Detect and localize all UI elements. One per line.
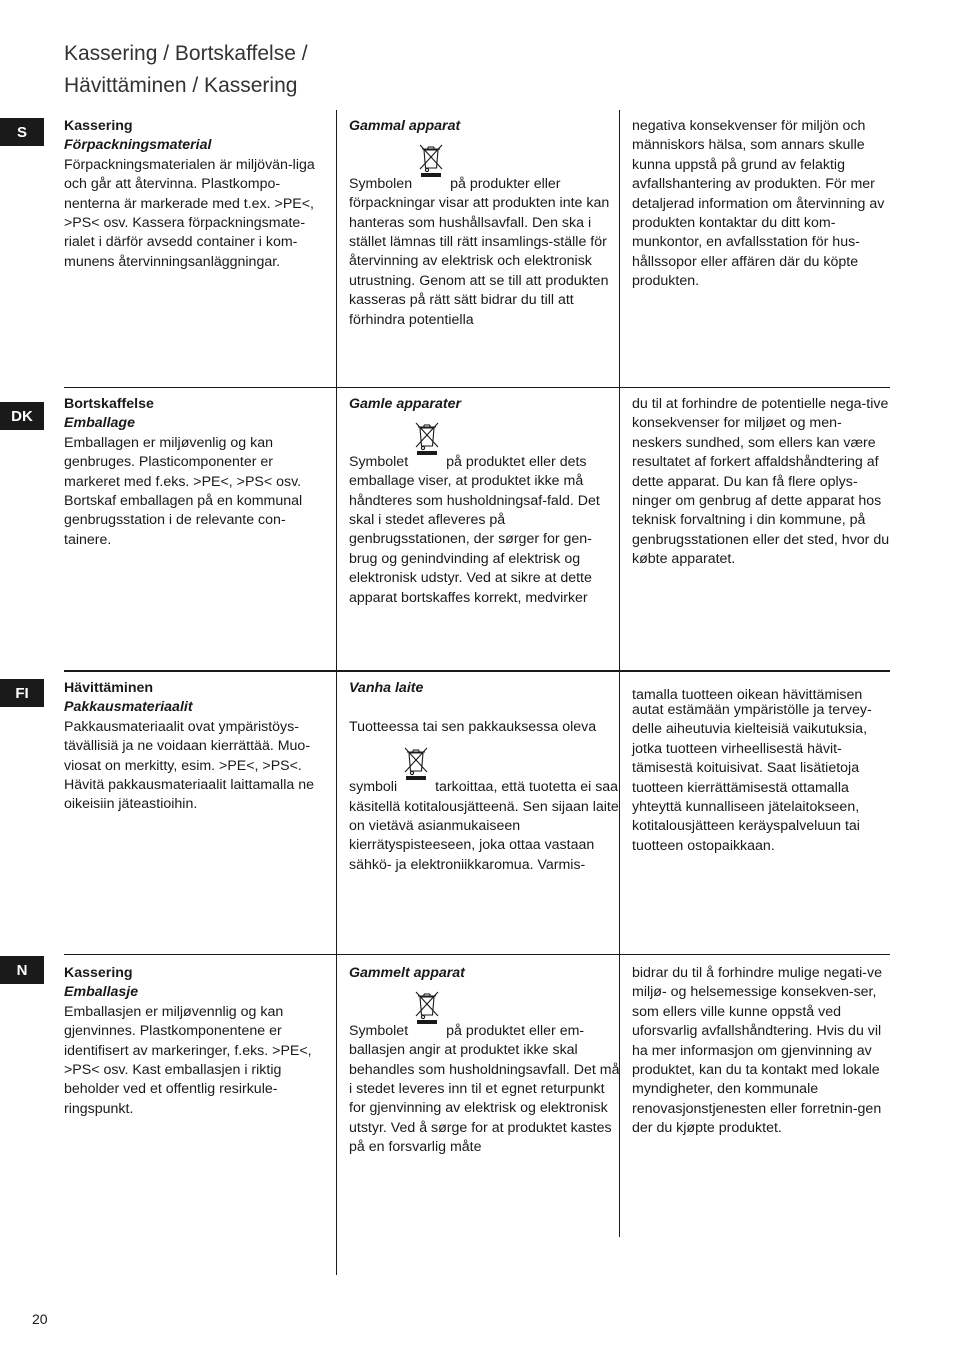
section-subheading: Emballasje <box>64 984 139 1001</box>
crossed-out-wheelie-bin-icon <box>401 759 431 795</box>
old-appliance-heading: Gammelt apparat <box>349 965 465 981</box>
page-title-line-1: Kassering / Bortskaffelse / <box>64 42 308 65</box>
continuation-text: negativa konsekvenser för miljön och människors hälsa, som annars skulle kunna uppstå på grund av felaktig avfallshantering av produkten. För mer detaljerad information om återvinning av produkten kontaktar du ditt kom-munkontor, en avfallsstation för hus-hållssopor eller affären där du köpte produkten. <box>632 118 885 290</box>
old-appliance-heading: Vanha laite <box>349 680 424 696</box>
old-appliance-intro: Tuotteessa tai sen pakkauksessa oleva <box>349 718 597 735</box>
language-tab-dk: DK <box>0 402 44 430</box>
old-appliance-column <box>336 955 620 1275</box>
text-after-icon: på produkter eller förpackningar visar att produkten inte kan hanteras som hushållsavfall. Den ska i stället lämnas till rätt insamlings-ställe för återvinning av elektrisk och elektronisk utrustning. Genom att se till att produkten kasseras på rätt sätt bidrar du till att förhindra potentiella <box>349 175 610 328</box>
section-heading: Bortskaffelse <box>64 396 154 412</box>
section-heading: Kassering <box>64 965 133 981</box>
packaging-column <box>64 110 326 392</box>
page-title-line-2: Hävittäminen / Kassering <box>64 74 298 97</box>
crossed-out-wheelie-bin-icon <box>412 1003 442 1039</box>
packaging-column <box>64 955 326 1275</box>
continuation-text: du til at forhindre de potentielle nega-tive konsekvenser for miljøet og men-neskers sundhed, som ellers kan være resultatet af forkert affaldshåndtering af dette apparat. Du kan få flere oplys-ninger om genbrug af dette apparat hos teknisk forvaltning i din kommune, på genbrugsstationen eller det sted, hvor du købte apparatet. <box>632 396 890 568</box>
old-appliance-text <box>349 434 620 608</box>
continuation-overlap-line: tamalla tuotteen oikean hävittämisen <box>632 687 863 703</box>
old-appliance-text <box>349 1003 620 1158</box>
language-tab-fi: FI <box>0 679 44 707</box>
text-before-icon: Symbolet <box>349 1022 409 1039</box>
old-appliance-heading: Gamle apparater <box>349 396 461 412</box>
section-subheading: Förpackningsmaterial <box>64 137 212 154</box>
section-subheading: Pakkausmateriaalit <box>64 699 193 716</box>
text-before-icon: symboli <box>349 779 398 796</box>
section-subheading: Emballage <box>64 415 135 432</box>
packaging-text: Förpackningsmaterialen är miljövän-liga och går att återvinna. Plastkompo-nenterna är markerade med t.ex. >PE<, >PS< osv. Kassera förpackningsmate-rialet i därför avsedd container i kom-munens återvinningsanläggningar. <box>64 156 315 270</box>
page-title <box>64 38 308 102</box>
text-after-icon: på produktet eller dets emballage viser, at produktet ikke må håndteres som husholdningsaf-fald. Det skal i stedet afleveres på genbrugsstationen, der sørger for gen-brug og genindvinding af elektrisk og elektronisk udstyr. Ved at sikre at dette apparat bortskaffes korrekt, medvirker <box>349 453 600 606</box>
packaging-column <box>64 672 326 954</box>
old-appliance-column <box>336 672 620 954</box>
page-number: 20 <box>32 1311 48 1327</box>
continuation-column <box>619 955 890 1237</box>
section-norwegian <box>64 954 890 1275</box>
old-appliance-heading: Gammal apparat <box>349 118 461 134</box>
old-appliance-column <box>336 110 620 392</box>
continuation-column <box>619 110 890 392</box>
continuation-text: bidrar du til å forhindre mulige negati-ve miljø- og helsemessige konsekven-ser, som ellers ville kunne oppstå ved uforsvarlig avfallshåndtering. Hvis du vil ha mer informasjon om gjenvinning av produktet, kan du ta kontakt med lokale myndigheter, den kommunale renovasjonstjenesten eller forretnin-gen der du kjøpte produktet. <box>632 965 882 1137</box>
old-appliance-column <box>336 388 620 670</box>
packaging-text: Emballagen er miljøvenlig og kan genbruges. Plasticomponenter er markeret med f.eks. >PE<, >PS< osv. Bortskaf emballagen på en kommunal genbrugsstation i de relevante con-tainere. <box>64 434 303 548</box>
text-after-icon: tarkoittaa, että tuotetta ei saa käsitellä kotitalousjätteenä. Sen sijaan laite on vietävä asianmukaiseen kierrätyspisteeseen, joka ottaa vastaan sähkö- ja elektroniikkaromua. Varmis- <box>349 779 619 873</box>
packaging-text: Emballasjen er miljøvennlig og kan gjenvinnes. Plastkomponentene er identifisert av markeringer, f.eks. >PE<, >PS< osv. Kast emballasjen i riktig beholder ved et offentlig resirkule-ringspunkt. <box>64 1003 312 1117</box>
continuation-text: autat estämään ympäristölle ja tervey-delle aiheutuvia kielteisiä vaikutuksia, jotka tuotteen virheellisestä hävit-tämisestä koituisivat. Saat lisätietoja tuotteen kierrättämisestä ottamalla yhteyttä kunnalliseen jätelaitokseen, kotitalousjätteen keräyspalveluun tai tuotteen ostopaikkaan. <box>632 702 872 854</box>
crossed-out-wheelie-bin-icon <box>412 434 442 470</box>
packaging-text: Pakkausmateriaalit ovat ympäristöys-tävällisiä ja ne voidaan kierrättää. Muo-viosat on merkitty, esim. >PE<, >PS<. Hävitä pakkausmateriaalit laittamalla ne oikeisiin jäteastioihin. <box>64 718 314 813</box>
section-finnish <box>64 670 890 954</box>
continuation-column <box>619 672 890 954</box>
text-before-icon: Symbolet <box>349 453 409 470</box>
section-danish <box>64 387 890 670</box>
packaging-column <box>64 388 326 670</box>
continuation-column <box>619 388 890 670</box>
section-heading: Kassering <box>64 118 133 134</box>
old-appliance-text <box>349 156 620 330</box>
section-heading: Hävittäminen <box>64 680 154 696</box>
language-tab-s: S <box>0 118 44 146</box>
section-swedish <box>64 110 890 392</box>
language-tab-n: N <box>0 956 44 984</box>
text-before-icon: Symbolen <box>349 175 413 192</box>
old-appliance-text <box>349 759 620 875</box>
text-after-icon: på produktet eller em-ballasjen angir at produktet ikke skal behandles som husholdningsavfall. Det må i stedet leveres inn til et egnet returpunkt for gjenvinning av elektrisk og elektronisk utstyr. Ved å sørge for at produktet kastes på en forsvarlig måte <box>349 1022 620 1156</box>
crossed-out-wheelie-bin-icon <box>416 156 446 192</box>
